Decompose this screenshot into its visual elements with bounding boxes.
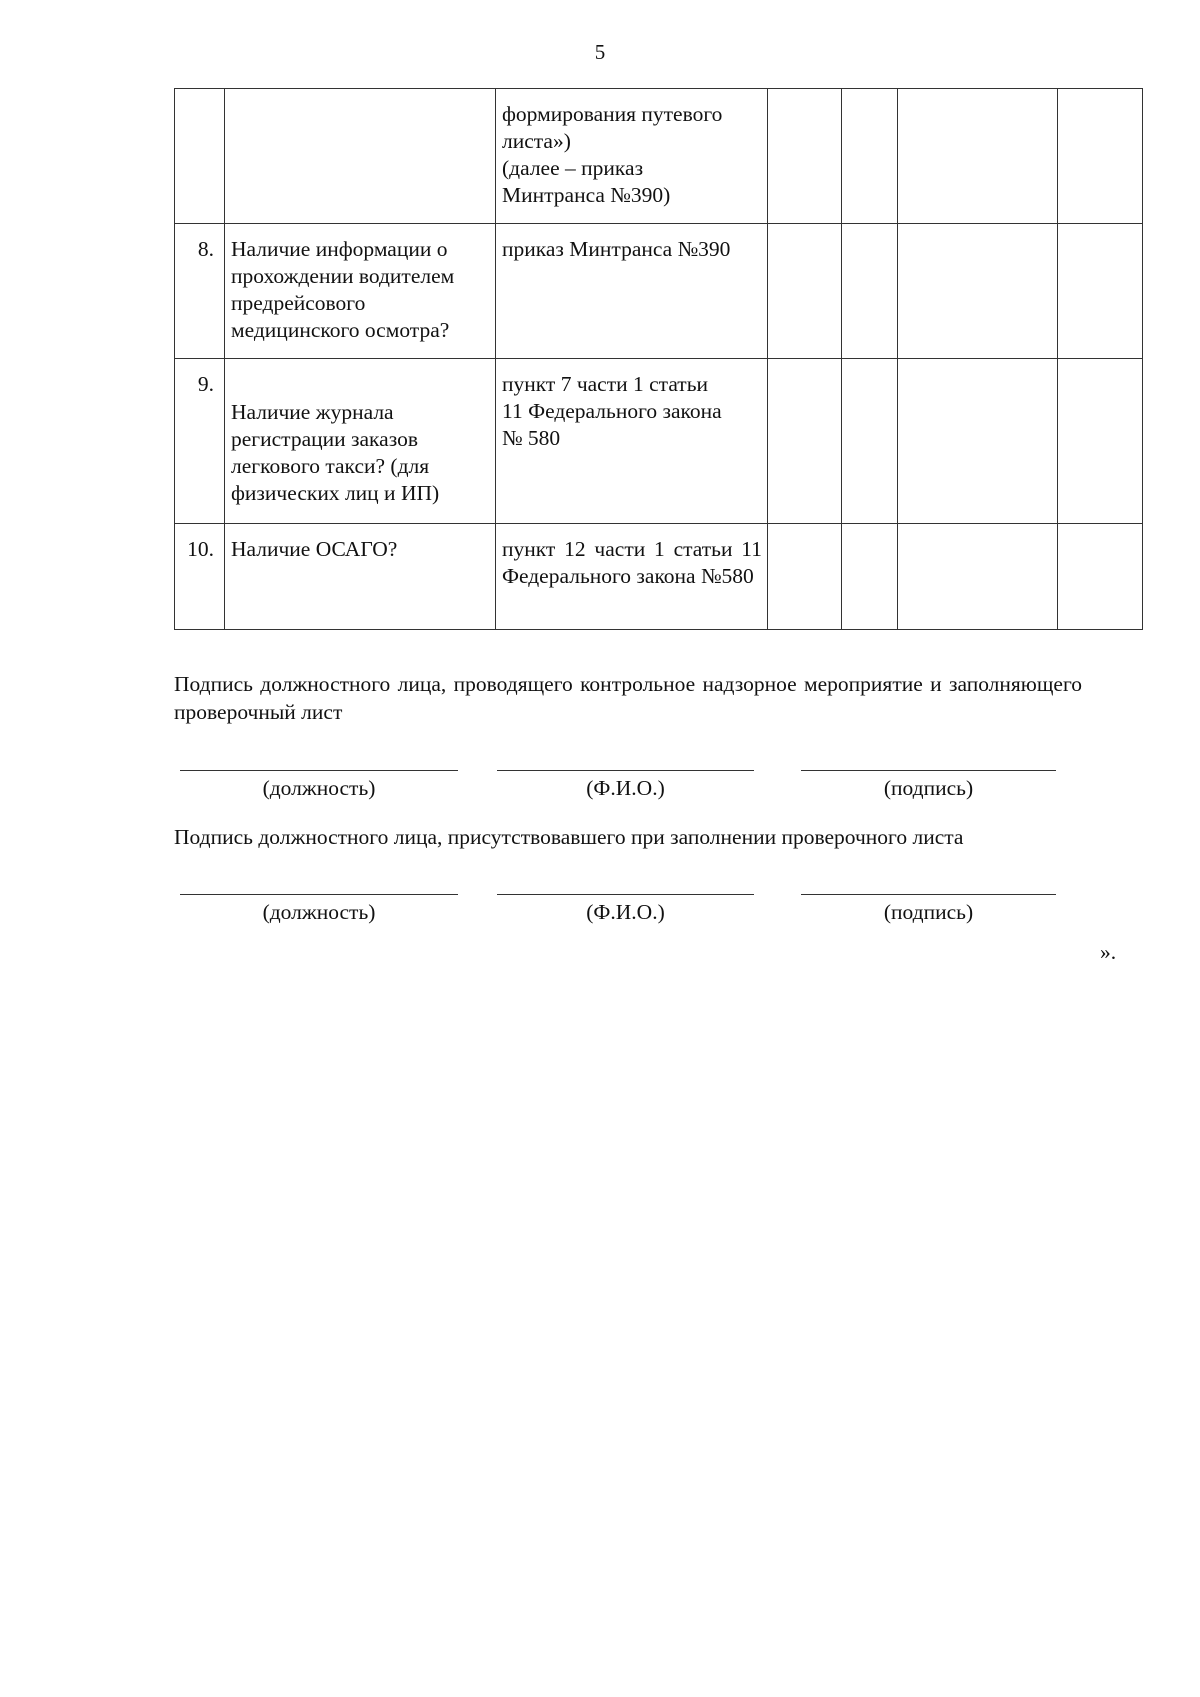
signature-caption: (подпись): [883, 900, 974, 924]
question-cell: Наличие журнала регистрации заказов легкового такси? (для физических лиц и ИП): [225, 359, 496, 524]
table-row: [175, 224, 1143, 359]
question-cell: Наличие ОСАГО?: [225, 524, 496, 630]
signature-line: [801, 894, 1056, 895]
position-line: [180, 894, 458, 895]
row-number: 8.: [175, 224, 225, 359]
question-cell: Наличие информации о прохождении водителем предрейсового медицинского осмотра?: [225, 224, 496, 359]
legal-basis-cell: формирования путевого листа») (далее – приказ Минтранса №390): [496, 89, 768, 224]
answer-cell-no: [842, 89, 898, 224]
answer-cell-na: [898, 524, 1058, 630]
fio-caption: (Ф.И.О.): [586, 900, 665, 924]
row-number: 9.: [175, 359, 225, 524]
answer-cell-yes: [768, 89, 842, 224]
signature-block-2-text: Подпись должностного лица, присутствовавшего при заполнении проверочного листа: [174, 825, 964, 849]
answer-cell-no: [842, 224, 898, 359]
closing-quote-mark: ».: [1100, 940, 1117, 964]
fio-line: [497, 770, 754, 771]
table-row: [175, 89, 1143, 224]
note-cell: [1058, 224, 1143, 359]
answer-cell-na: [898, 89, 1058, 224]
signature-caption: (подпись): [883, 776, 974, 800]
answer-cell-no: [842, 359, 898, 524]
answer-cell-yes: [768, 359, 842, 524]
row-number: 10.: [175, 524, 225, 630]
legal-basis-cell: пункт 12 части 1 статьи 11 Федерального закона №580: [496, 524, 768, 630]
answer-cell-yes: [768, 224, 842, 359]
signature-block-1-lines: [174, 770, 1082, 810]
note-cell: [1058, 359, 1143, 524]
table-row: [175, 524, 1143, 630]
legal-basis-cell: приказ Минтранса №390: [496, 224, 768, 359]
signature-block-2-lines: [174, 894, 1082, 934]
position-caption: (должность): [262, 900, 376, 924]
row-number: [175, 89, 225, 224]
signature-block-1-text: Подпись должностного лица, проводящего контрольное надзорное мероприятие и заполняющего проверочный лист: [174, 672, 1082, 724]
signature-line: [801, 770, 1056, 771]
answer-cell-na: [898, 359, 1058, 524]
note-cell: [1058, 89, 1143, 224]
question-cell: [225, 89, 496, 224]
fio-caption: (Ф.И.О.): [586, 776, 665, 800]
answer-cell-yes: [768, 524, 842, 630]
answer-cell-no: [842, 524, 898, 630]
position-caption: (должность): [262, 776, 376, 800]
table-row: [175, 359, 1143, 524]
note-cell: [1058, 524, 1143, 630]
checklist-table: [174, 88, 1143, 630]
answer-cell-na: [898, 224, 1058, 359]
fio-line: [497, 894, 754, 895]
position-line: [180, 770, 458, 771]
page-number: 5: [594, 40, 606, 64]
legal-basis-cell: пункт 7 части 1 статьи 11 Федерального закона № 580: [496, 359, 768, 524]
